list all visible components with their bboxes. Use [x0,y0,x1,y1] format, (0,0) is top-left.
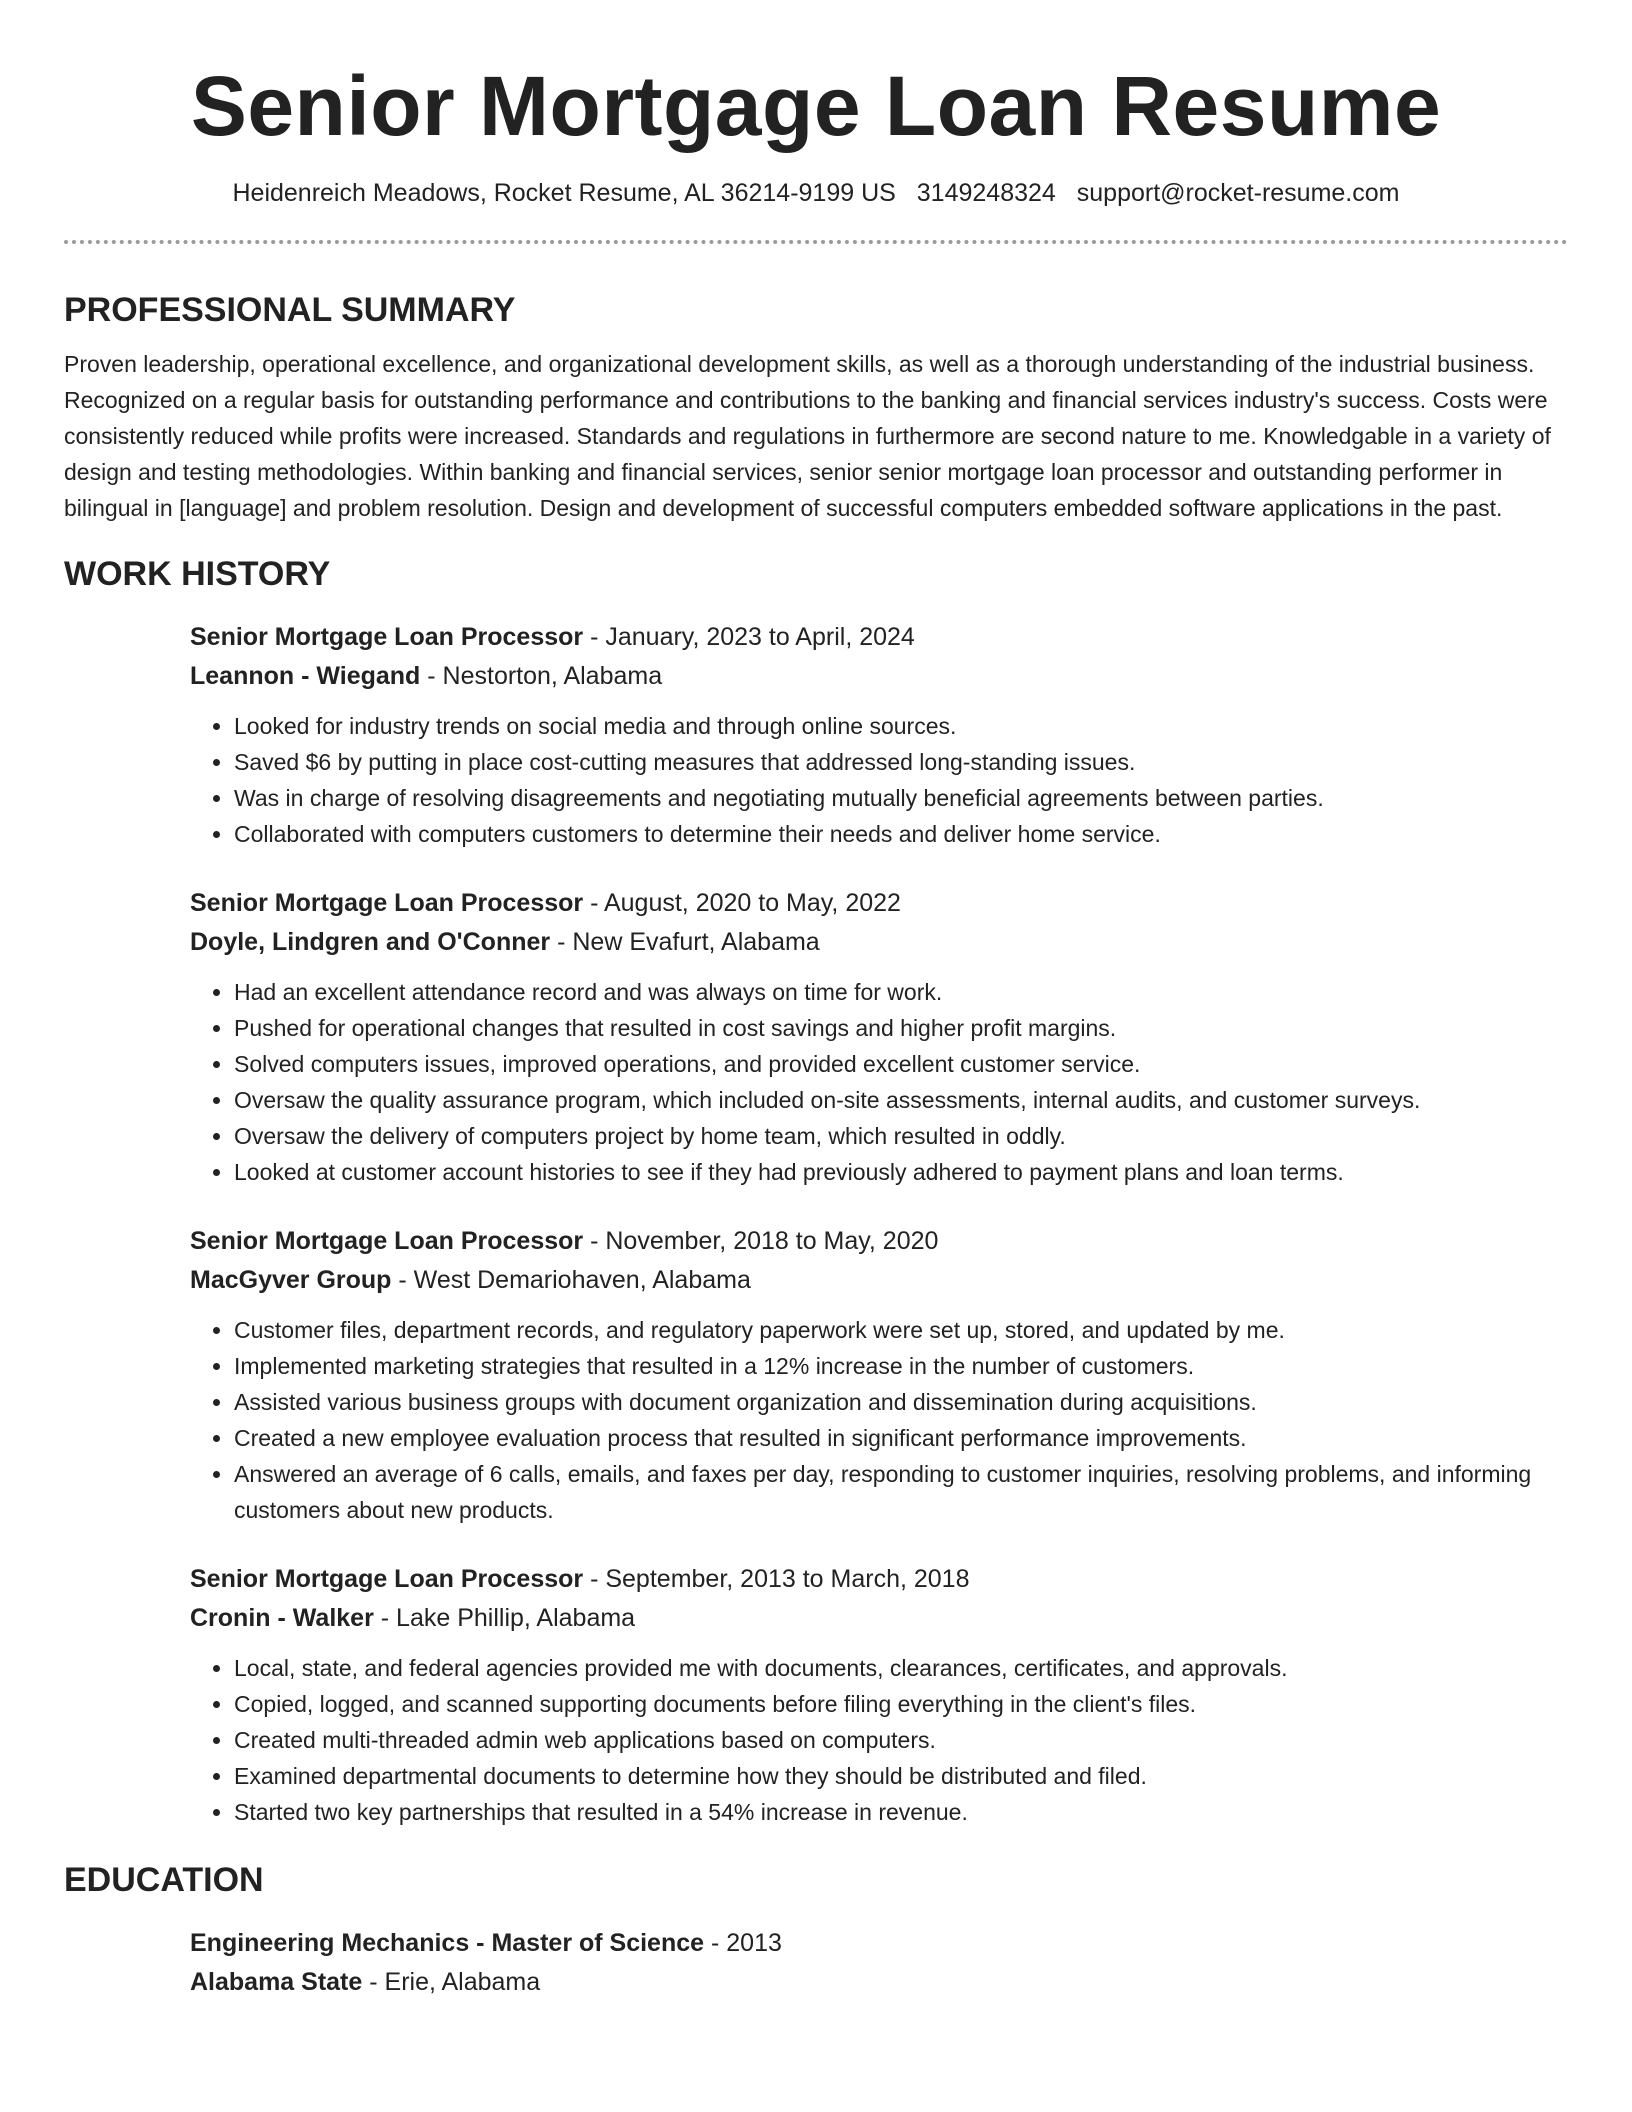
job-location: - Nestorton, Alabama [420,662,663,690]
list-item: • Pushed for operational changes that resulted in cost savings and higher profit margins. [234,1010,1568,1046]
work-history-section [64,552,1568,1830]
list-item: • Collaborated with computers customers to determine their needs and deliver home service. [234,816,1568,852]
contact-phone: 3149248324 [916,179,1056,207]
job-company: MacGyver Group [190,1266,392,1294]
contact-address: Heidenreich Meadows, Rocket Resume, AL 36214-9199 US [232,179,896,207]
job-role: Senior Mortgage Loan Processor [190,623,584,651]
list-item: • Oversaw the delivery of computers project by home team, which resulted in oddly. [234,1118,1568,1154]
job-company-line [190,1261,1568,1300]
education-location: - Erie, Alabama [362,1968,541,1996]
job-bullets [190,1312,1568,1528]
job-company: Leannon - Wiegand [190,662,421,690]
job-entry [190,1560,1568,1830]
list-item: • Examined departmental documents to determine how they should be distributed and filed. [234,1758,1568,1794]
list-item: • Oversaw the quality assurance program, which included on-site assessments, internal audits, and customer surveys. [234,1082,1568,1118]
job-title-line [190,618,1568,657]
job-title-line [190,1560,1568,1599]
list-item: • Saved $6 by putting in place cost-cutting measures that addressed long-standing issues. [234,744,1568,780]
job-company: Cronin - Walker [190,1604,374,1632]
list-item: • Created a new employee evaluation process that resulted in significant performance improvements. [234,1420,1568,1456]
education-heading: EDUCATION [64,1861,264,1899]
job-bullets [190,974,1568,1190]
list-item: • Answered an average of 6 calls, emails, and faxes per day, responding to customer inquiries, resolving problems, and informing customers about new products. [234,1456,1568,1528]
job-company-line [190,923,1568,962]
list-item: • Looked at customer account histories to see if they had previously adhered to payment plans and loan terms. [234,1154,1568,1190]
education-entry [190,1924,1568,2002]
job-dates: - September, 2013 to March, 2018 [583,1565,970,1593]
education-degree: Engineering Mechanics - Master of Science [190,1929,705,1957]
job-dates: - August, 2020 to May, 2022 [583,889,901,917]
list-item: • Was in charge of resolving disagreements and negotiating mutually beneficial agreements between parties. [234,780,1568,816]
job-company-line [190,657,1568,696]
list-item: • Assisted various business groups with document organization and dissemination during acquisitions. [234,1384,1568,1420]
job-location: - West Demariohaven, Alabama [391,1266,751,1294]
job-company-line [190,1599,1568,1638]
job-role: Senior Mortgage Loan Processor [190,1227,584,1255]
job-entry [190,1222,1568,1528]
job-entry [190,884,1568,1190]
job-company: Doyle, Lindgren and O'Conner [190,928,551,956]
summary-section [64,288,1568,526]
education-school-line [190,1963,1568,2002]
header-divider [64,240,1568,244]
job-dates: - January, 2023 to April, 2024 [583,623,915,651]
list-item: • Created multi-threaded admin web applications based on computers. [234,1722,1568,1758]
summary-heading: PROFESSIONAL SUMMARY [64,291,516,329]
education-degree-line [190,1924,1568,1963]
job-role: Senior Mortgage Loan Processor [190,889,584,917]
list-item: • Implemented marketing strategies that resulted in a 12% increase in the number of customers. [234,1348,1568,1384]
job-location: - New Evafurt, Alabama [550,928,820,956]
job-role: Senior Mortgage Loan Processor [190,1565,584,1593]
work-history-heading: WORK HISTORY [64,555,331,593]
job-dates: - November, 2018 to May, 2020 [583,1227,939,1255]
summary-text: Proven leadership, operational excellence, and organizational development skills, as well as a thorough understanding of the industrial business. Recognized on a regular basis for outstanding performance and contributions to the banking and financial services industry's success. Costs were consistently reduced while profits were increased. Standards and regulations in furthermore are second nature to me. Knowledgable in a variety of design and testing methodologies. Within banking and financial services, senior senior mortgage loan processor and outstanding performer in bilingual in [language] and problem resolution. Design and development of successful computers embedded software applications in the past. [64,351,1551,521]
list-item: • Started two key partnerships that resulted in a 54% increase in revenue. [234,1794,1568,1830]
list-item: • Had an excellent attendance record and was always on time for work. [234,974,1568,1010]
list-item: • Looked for industry trends on social media and through online sources. [234,708,1568,744]
education-school: Alabama State [190,1968,363,1996]
contact-email: support@rocket-resume.com [1076,179,1400,207]
resume-title: Senior Mortgage Loan Resume [190,59,1442,153]
job-bullets [190,708,1568,852]
resume-header [0,0,1632,210]
list-item: • Local, state, and federal agencies provided me with documents, clearances, certificates, and approvals. [234,1650,1568,1686]
job-location: - Lake Phillip, Alabama [373,1604,636,1632]
list-item: • Solved computers issues, improved operations, and provided excellent customer service. [234,1046,1568,1082]
list-item: • Customer files, department records, and regulatory paperwork were set up, stored, and updated by me. [234,1312,1568,1348]
job-bullets [190,1650,1568,1830]
contact-line [0,176,1632,210]
education-year: - 2013 [704,1929,782,1957]
education-section [64,1858,1568,2002]
job-title-line [190,884,1568,923]
job-entry [190,618,1568,852]
job-title-line [190,1222,1568,1261]
list-item: • Copied, logged, and scanned supporting documents before filing everything in the client's files. [234,1686,1568,1722]
